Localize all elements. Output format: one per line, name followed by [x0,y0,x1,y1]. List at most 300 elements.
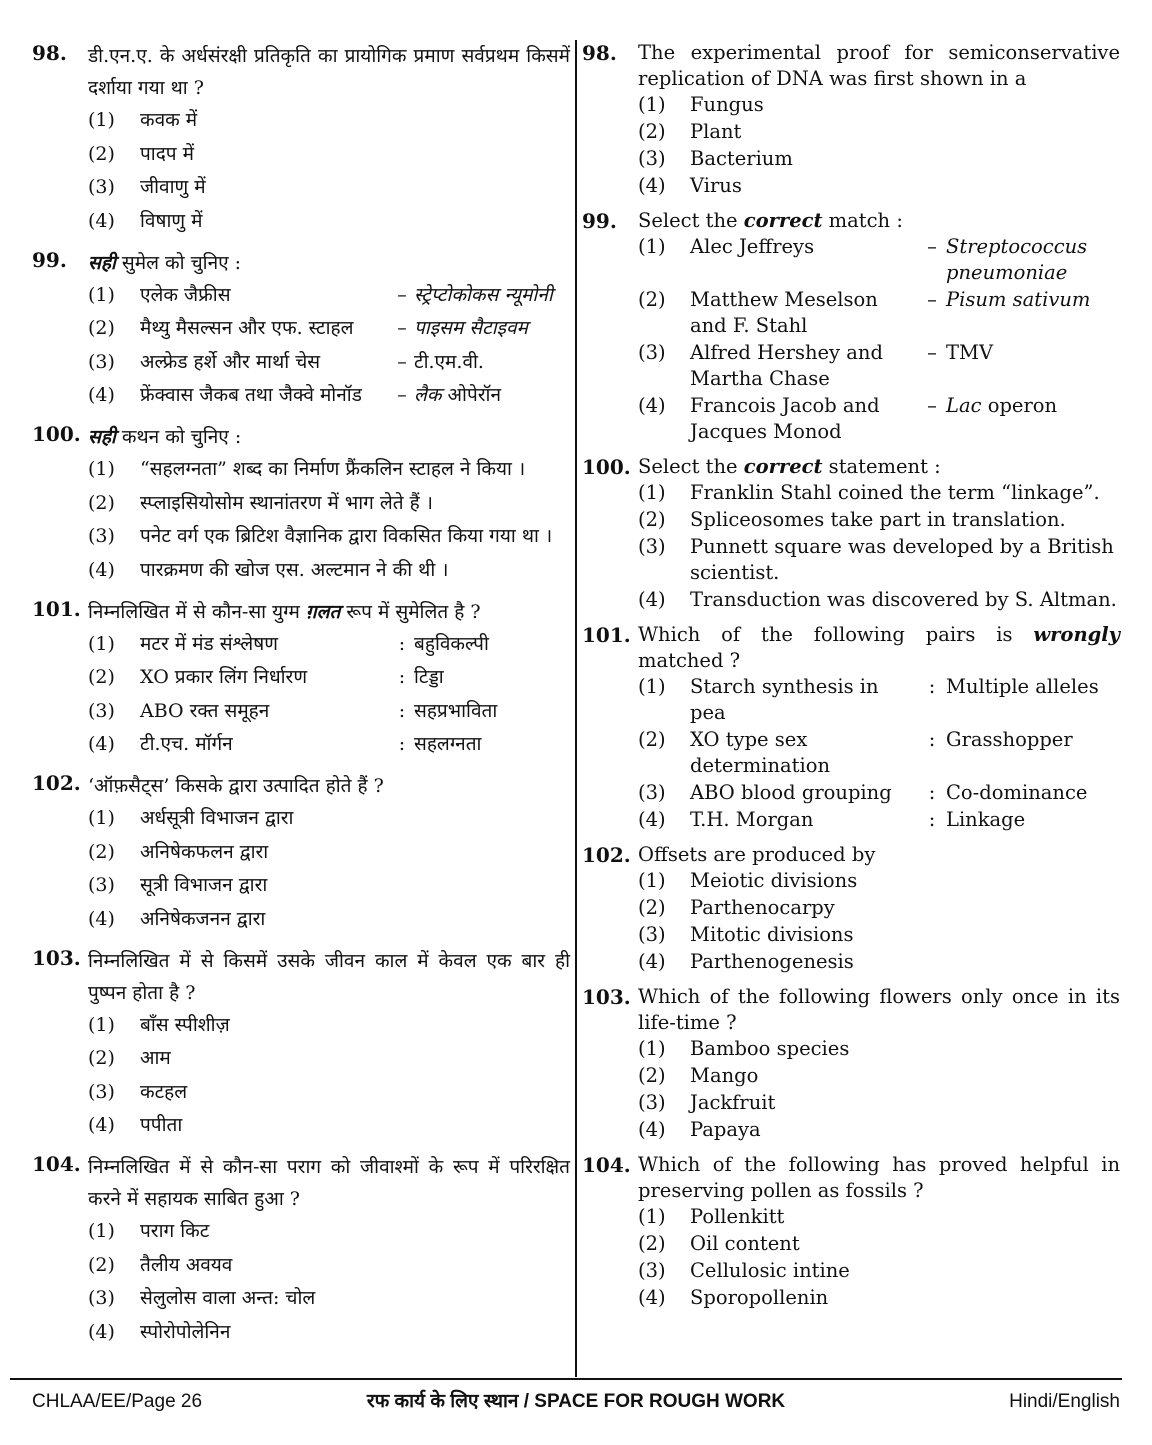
option-text: Bamboo species [690,1037,850,1060]
option-text: Fungus [690,93,764,116]
text-run: Which of the following has proved helpful in preserving pollen as fossils ? [638,1153,1120,1202]
question-104 [32,1151,570,1348]
question-99 [582,208,1120,445]
match-left: XO type sex determination [690,728,831,777]
match-left: मैथ्यु मैसल्सन और एफ. स्टाहल [140,317,354,339]
question-99 [32,247,570,412]
option-number: (1) [638,235,666,258]
option-text: पपीता [140,1114,183,1136]
text-run: सहप्रभाविता [414,699,498,722]
text-run: कथन को चुनिए : [115,426,242,448]
question-text [638,40,1120,92]
option-number: (4) [638,1286,666,1309]
match-left: XO प्रकार लिंग निर्धारण [140,666,308,688]
option-text: Parthenogenesis [690,950,854,973]
option-text: Spliceosomes take part in translation. [690,508,1066,531]
question-98 [32,40,570,237]
match-row [140,279,570,311]
option-number: (4) [638,808,666,831]
match-row [690,674,1120,726]
question-stem [582,1152,1120,1204]
text-run: Linkage [946,808,1026,831]
option-4[interactable] [88,728,570,760]
option-1[interactable] [638,1036,1120,1062]
option-text: अर्धसूत्री विभाजन द्वारा [140,807,294,829]
text-run: सही [88,426,116,448]
question-text [88,945,570,1009]
option-1[interactable] [88,628,570,660]
option-2[interactable] [638,287,1120,339]
question-stem [32,945,570,1009]
question-stem [32,40,570,104]
option-3[interactable] [88,695,570,727]
match-right [414,379,570,411]
match-separator: – [397,350,407,373]
option-number: (3) [88,699,115,722]
option-3[interactable] [638,534,1120,586]
option-number: (1) [638,869,666,892]
question-number: 98. [582,41,617,65]
question-text [638,622,1120,674]
match-separator: – [927,394,937,417]
option-number: (4) [638,1118,666,1141]
option-text: अनिषेकफलन द्वारा [140,840,269,863]
option-number: (3) [638,147,666,170]
option-number: (1) [638,93,666,116]
match-left: Alec Jeffreys [690,235,815,258]
match-left: Alfred Hershey and Martha Chase [690,341,883,390]
option-text: Franklin Stahl coined the term “linkage”. [690,481,1100,504]
question-98 [582,40,1120,199]
option-1[interactable] [88,1009,570,1041]
text-run: operon [981,394,1058,417]
text-run: टिड्डा [414,666,444,688]
option-4[interactable] [88,903,570,935]
question-stem [32,421,570,453]
option-number: (1) [88,1220,115,1242]
option-number: (3) [638,781,666,804]
option-4[interactable] [638,587,1120,613]
option-text: Cellulosic intine [690,1259,850,1282]
option-number: (1) [638,481,666,504]
option-2[interactable] [88,661,570,693]
match-left: ABO blood grouping [690,781,892,804]
match-row [140,312,570,344]
option-3[interactable] [88,346,570,378]
option-4[interactable] [88,554,570,586]
option-1[interactable] [88,104,570,136]
option-1[interactable] [638,674,1120,726]
match-separator: – [927,341,937,364]
match-left: Starch synthesis in pea [690,675,879,724]
option-text: Bacterium [690,147,793,170]
option-text: Parthenocarpy [690,896,835,919]
text-run: Co-dominance [946,781,1088,804]
option-text: Punnett square was developed by a British scientist. [690,535,1114,584]
match-right [946,340,1120,392]
option-text: Transduction was discovered by S. Altman. [690,588,1117,611]
question-text [88,40,570,104]
match-left: T.H. Morgan [690,808,814,831]
match-left: मटर में मंड संश्लेषण [140,632,278,655]
match-left: फ्रेंक्वास जैकब तथा जैक्वे मोनॉड [140,384,362,406]
option-number: (2) [638,508,666,531]
text-run: डी.एन.ए. के अर्धसंरक्षी प्रतिकृति का प्रायोगिक प्रमाण सर्वप्रथम किसमें दर्शाया गया था ? [88,45,570,99]
match-right [414,279,570,311]
match-left: ABO रक्त समूहन [140,699,270,722]
option-number: (4) [638,950,666,973]
question-stem [582,208,1120,234]
text-run: wrongly [1033,623,1120,646]
match-separator: – [927,235,937,258]
language-label: Hindi/English [1009,1391,1120,1412]
option-number: (4) [88,209,115,232]
question-text [88,1151,570,1215]
option-text: Oil content [690,1232,800,1255]
option-3[interactable] [638,922,1120,948]
option-1[interactable] [638,234,1120,286]
option-2[interactable] [88,312,570,344]
text-run: correct [743,209,823,232]
question-text [88,247,570,279]
match-separator: : [928,781,936,804]
option-3[interactable] [88,520,570,552]
page-code: CHLAA/EE/Page 26 [32,1391,203,1412]
option-number: (1) [638,675,666,698]
question-100 [32,421,570,586]
text-run: रूप में सुमेलित है ? [340,600,481,623]
option-text: Virus [690,174,742,197]
match-row [140,379,570,411]
option-4[interactable] [638,949,1120,975]
match-row [140,695,570,727]
question-number: 101. [32,596,81,621]
option-number: (3) [88,1287,115,1309]
question-number: 102. [32,771,81,795]
text-run: match : [822,209,903,232]
question-text [638,984,1120,1036]
option-number: (3) [88,1080,115,1103]
option-number: (4) [88,1114,115,1136]
option-text: Mango [690,1064,759,1087]
match-left: Francois Jacob and Jacques Monod [690,394,880,443]
option-1[interactable] [638,480,1120,506]
text-run: The experimental proof for semiconservative replication of DNA was first shown in a [638,41,1120,90]
match-row [140,628,570,660]
option-number: (3) [88,874,115,896]
question-102 [32,770,570,935]
english-column [582,40,1120,1375]
option-2[interactable] [638,727,1120,779]
match-row [690,780,1120,806]
option-number: (3) [638,923,666,946]
option-text: जीवाणु में [140,176,206,198]
option-number: (1) [638,1037,666,1060]
option-number: (4) [638,588,666,611]
question-text [88,770,570,802]
question-number: 99. [32,247,67,272]
question-stem [32,770,570,802]
text-run: correct [743,455,823,478]
question-stem [32,1151,570,1215]
option-3[interactable] [638,340,1120,392]
option-2[interactable] [88,836,570,868]
option-3[interactable] [88,869,570,901]
option-text: “सहलग्नता” शब्द का निर्माण फ्रैंकलिन स्टाहल ने किया । [140,458,526,480]
match-separator: : [928,728,936,751]
question-103 [582,984,1120,1143]
option-3[interactable] [638,1090,1120,1116]
option-number: (2) [638,896,666,919]
option-2[interactable] [88,487,570,519]
option-number: (2) [88,142,115,165]
option-3[interactable] [88,171,570,203]
option-2[interactable] [88,1249,570,1281]
option-text: पराग किट [140,1220,210,1242]
option-number: (1) [88,632,115,655]
question-number: 104. [582,1153,631,1177]
text-run: Which of the following flowers only once in its life-time ? [638,985,1120,1034]
question-103 [32,945,570,1142]
text-run: बहुविकल्पी [414,632,489,655]
option-4[interactable] [88,1316,570,1348]
option-4[interactable] [88,379,570,411]
text-run: statement : [822,455,941,478]
column-divider [575,40,577,1377]
option-text: Papaya [690,1118,761,1141]
match-row [690,234,1120,286]
text-run: Which of the following pairs is [638,623,1034,646]
match-right [414,661,570,693]
text-run: TMV [946,341,994,364]
question-stem [582,40,1120,92]
option-number: (4) [88,384,115,406]
option-1[interactable] [638,1204,1120,1230]
question-number: 101. [582,623,631,647]
match-separator: : [928,675,936,698]
question-text [638,208,1120,234]
question-number: 103. [32,945,81,970]
option-number: (3) [638,341,666,364]
match-right [946,727,1120,779]
question-number: 100. [32,422,81,446]
option-text: बाँस स्पीशीज़ [140,1013,230,1036]
option-number: (2) [638,728,666,751]
option-1[interactable] [88,453,570,485]
question-text [88,421,570,453]
option-2[interactable] [638,507,1120,533]
option-2[interactable] [638,895,1120,921]
option-2[interactable] [88,1042,570,1074]
match-separator: : [398,632,406,655]
option-text: Pollenkitt [690,1205,785,1228]
question-stem [582,842,1120,868]
option-4[interactable] [638,1117,1120,1143]
option-text: स्प्लाइसियोसोम स्थानांतरण में भाग लेते हैं । [140,491,434,514]
match-right [946,780,1120,806]
text-run: Select the [638,455,744,478]
match-separator: : [398,733,406,755]
option-text: पादप में [140,142,194,165]
question-number: 102. [582,843,631,867]
option-number: (2) [88,666,115,688]
option-1[interactable] [638,92,1120,118]
match-right [946,807,1120,833]
page-footer [0,1388,1152,1418]
option-text: स्पोरोपोलेनिन [140,1320,231,1343]
text-run: सुमेल को चुनिए : [115,251,242,274]
match-left: अल्फ्रेड हर्शे और मार्था चेस [140,350,321,373]
match-row [140,346,570,378]
option-text: कटहल [140,1080,188,1103]
option-3[interactable] [638,780,1120,806]
option-4[interactable] [638,1285,1120,1311]
option-number: (4) [638,174,666,197]
question-text [638,454,1120,480]
match-separator: – [397,317,407,339]
text-run: Streptococcus pneumoniae [946,235,1088,284]
option-3[interactable] [88,1282,570,1314]
option-number: (1) [638,1205,666,1228]
option-4[interactable] [638,393,1120,445]
option-number: (2) [638,288,666,311]
question-104 [582,1152,1120,1311]
match-separator: – [397,384,407,406]
text-run: Pisum sativum [946,288,1091,311]
option-number: (2) [88,1253,115,1276]
option-text: Sporopollenin [690,1286,829,1309]
option-number: (3) [88,525,115,547]
option-number: (1) [88,458,115,480]
hindi-column [32,40,570,1375]
text-run: ग़लत [305,600,341,623]
option-1[interactable] [88,1215,570,1247]
match-right [414,728,570,760]
option-number: (2) [638,120,666,143]
option-4[interactable] [638,173,1120,199]
option-number: (1) [88,807,115,829]
option-number: (4) [88,558,115,581]
option-number: (4) [88,733,115,755]
text-run: Multiple alleles [946,675,1099,698]
option-number: (3) [638,1259,666,1282]
question-stem [582,984,1120,1036]
text-run: निम्नलिखित में से कौन-सा पराग को जीवाश्मों के रूप में परिरक्षित करने में सहायक साबित हुआ ? [88,1156,570,1210]
text-run: सहलग्नता [414,733,482,755]
question-number: 99. [582,209,617,233]
match-left: Matthew Meselson and F. Stahl [690,288,878,337]
option-text: कवक में [140,109,198,131]
match-right [946,234,1120,286]
match-left: टी.एच. मॉर्गन [140,733,233,755]
option-2[interactable] [638,119,1120,145]
question-101 [32,596,570,761]
option-text: Plant [690,120,742,143]
question-text [88,596,570,628]
option-4[interactable] [638,807,1120,833]
option-text: सूत्री विभाजन द्वारा [140,874,268,896]
text-run: स्ट्रेप्टोकोकस न्यूमोनी [414,283,553,306]
match-right [946,393,1120,445]
option-text: सेलुलोस वाला अन्त: चोल [140,1287,316,1309]
option-number: (1) [88,109,115,131]
question-text [638,1152,1120,1204]
option-text: Meiotic divisions [690,869,858,892]
option-2[interactable] [88,138,570,170]
option-4[interactable] [88,1109,570,1141]
text-run: सही [88,251,116,274]
option-number: (1) [88,283,115,306]
option-number: (1) [88,1013,115,1036]
question-text [638,842,1120,868]
match-separator: : [928,808,936,831]
match-separator: – [927,288,937,311]
option-number: (3) [638,535,666,558]
option-1[interactable] [88,802,570,834]
match-row [690,807,1120,833]
question-number: 104. [32,1152,81,1176]
question-stem [32,596,570,628]
match-right [414,628,570,660]
match-separator: : [398,666,406,688]
option-2[interactable] [638,1231,1120,1257]
option-text: Mitotic divisions [690,923,854,946]
option-number: (2) [88,491,115,514]
match-separator: : [398,699,406,722]
match-right [414,695,570,727]
match-row [690,727,1120,779]
text-run: Offsets are produced by [638,843,876,866]
match-right [946,674,1120,726]
match-row [690,340,1120,392]
option-4[interactable] [88,205,570,237]
match-row [140,661,570,693]
option-number: (2) [88,317,115,339]
text-run: पाइसम सैटाइवम [414,317,528,339]
option-number: (2) [638,1064,666,1087]
question-102 [582,842,1120,975]
option-number: (4) [88,907,115,930]
question-stem [32,247,570,279]
option-1[interactable] [88,279,570,311]
text-run: matched ? [638,649,741,672]
option-number: (2) [88,1047,115,1069]
question-stem [582,454,1120,480]
question-number: 100. [582,455,631,479]
option-text: पनेट वर्ग एक ब्रिटिश वैज्ञानिक द्वारा विकसित किया गया था । [140,525,553,547]
text-run: Lac [946,394,982,417]
match-row [140,728,570,760]
option-text: अनिषेकजनन द्वारा [140,907,266,930]
option-number: (4) [88,1320,115,1343]
text-run: Select the [638,209,744,232]
rough-work-label: रफ कार्य के लिए स्थान / SPACE FOR ROUGH WORK [366,1391,786,1412]
option-1[interactable] [638,868,1120,894]
text-run: ओपेरॉन [441,384,501,406]
option-3[interactable] [88,1076,570,1108]
option-3[interactable] [638,1258,1120,1284]
text-run: लैक [414,384,442,406]
option-text: पारक्रमण की खोज एस. अल्टमान ने की थी । [140,558,449,581]
option-2[interactable] [638,1063,1120,1089]
text-run: निम्नलिखित में से कौन-सा युग्म [88,600,306,623]
option-text: आम [140,1047,171,1069]
option-number: (3) [638,1091,666,1114]
option-number: (3) [88,176,115,198]
match-right [414,312,570,344]
option-text: Jackfruit [690,1091,776,1114]
option-3[interactable] [638,146,1120,172]
